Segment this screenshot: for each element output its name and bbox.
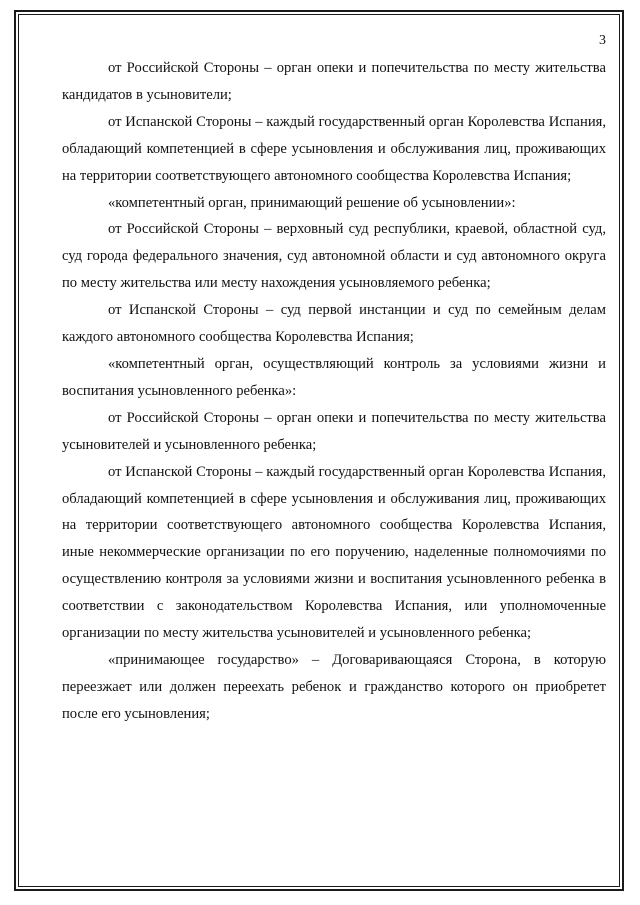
- paragraph: от Российской Стороны – верховный суд республики, краевой, областной суд, суд города федерального значения, суд автономной области и суд автономного округа по месту жительства или месту нахождения усыновляемого ребенка;: [62, 221, 606, 292]
- paragraph: «принимающее государство» – Договаривающаяся Сторона, в которую переезжает или должен переехать ребенок и гражданство которого он приобретет после его усыновления;: [62, 651, 606, 722]
- paragraph: от Испанской Стороны – каждый государственный орган Королевства Испания, обладающий компетенцией в сфере усыновления и обслуживания лиц, проживающих на территории соответствующего автономного сообщества Королевства Испания;: [62, 113, 606, 184]
- paragraph: от Испанской Стороны – суд первой инстанции и суд по семейным делам каждого автономного сообщества Королевства Испания;: [62, 302, 606, 346]
- paragraph: «компетентный орган, принимающий решение об усыновлении»:: [108, 194, 516, 211]
- paragraph: от Российской Стороны – орган опеки и попечительства по месту жительства кандидатов в усыновители;: [62, 60, 606, 103]
- page-number: 3: [599, 33, 606, 48]
- paragraph: от Российской Стороны – орган опеки и попечительства по месту жительства усыновителей и усыновленного ребенка;: [62, 409, 606, 453]
- paragraph: «компетентный орган, осуществляющий контроль за условиями жизни и воспитания усыновленного ребенка»:: [62, 355, 606, 399]
- document-body: [62, 55, 606, 728]
- paragraph: от Испанской Стороны – каждый государственный орган Королевства Испания, обладающий компетенцией в сфере усыновления и обслуживания лиц, проживающих на территории соответствующего автономного сообщества Королевства Испания, иные некоммерческие организации по его поручению, наделенные полномочиями по осуществлению контроля за условиями жизни и воспитания усыновленного ребенка в соответствии с законодательством Королевства Испания, или уполномоченные организации по месту жительства усыновителей и усыновленного ребенка;: [62, 463, 606, 642]
